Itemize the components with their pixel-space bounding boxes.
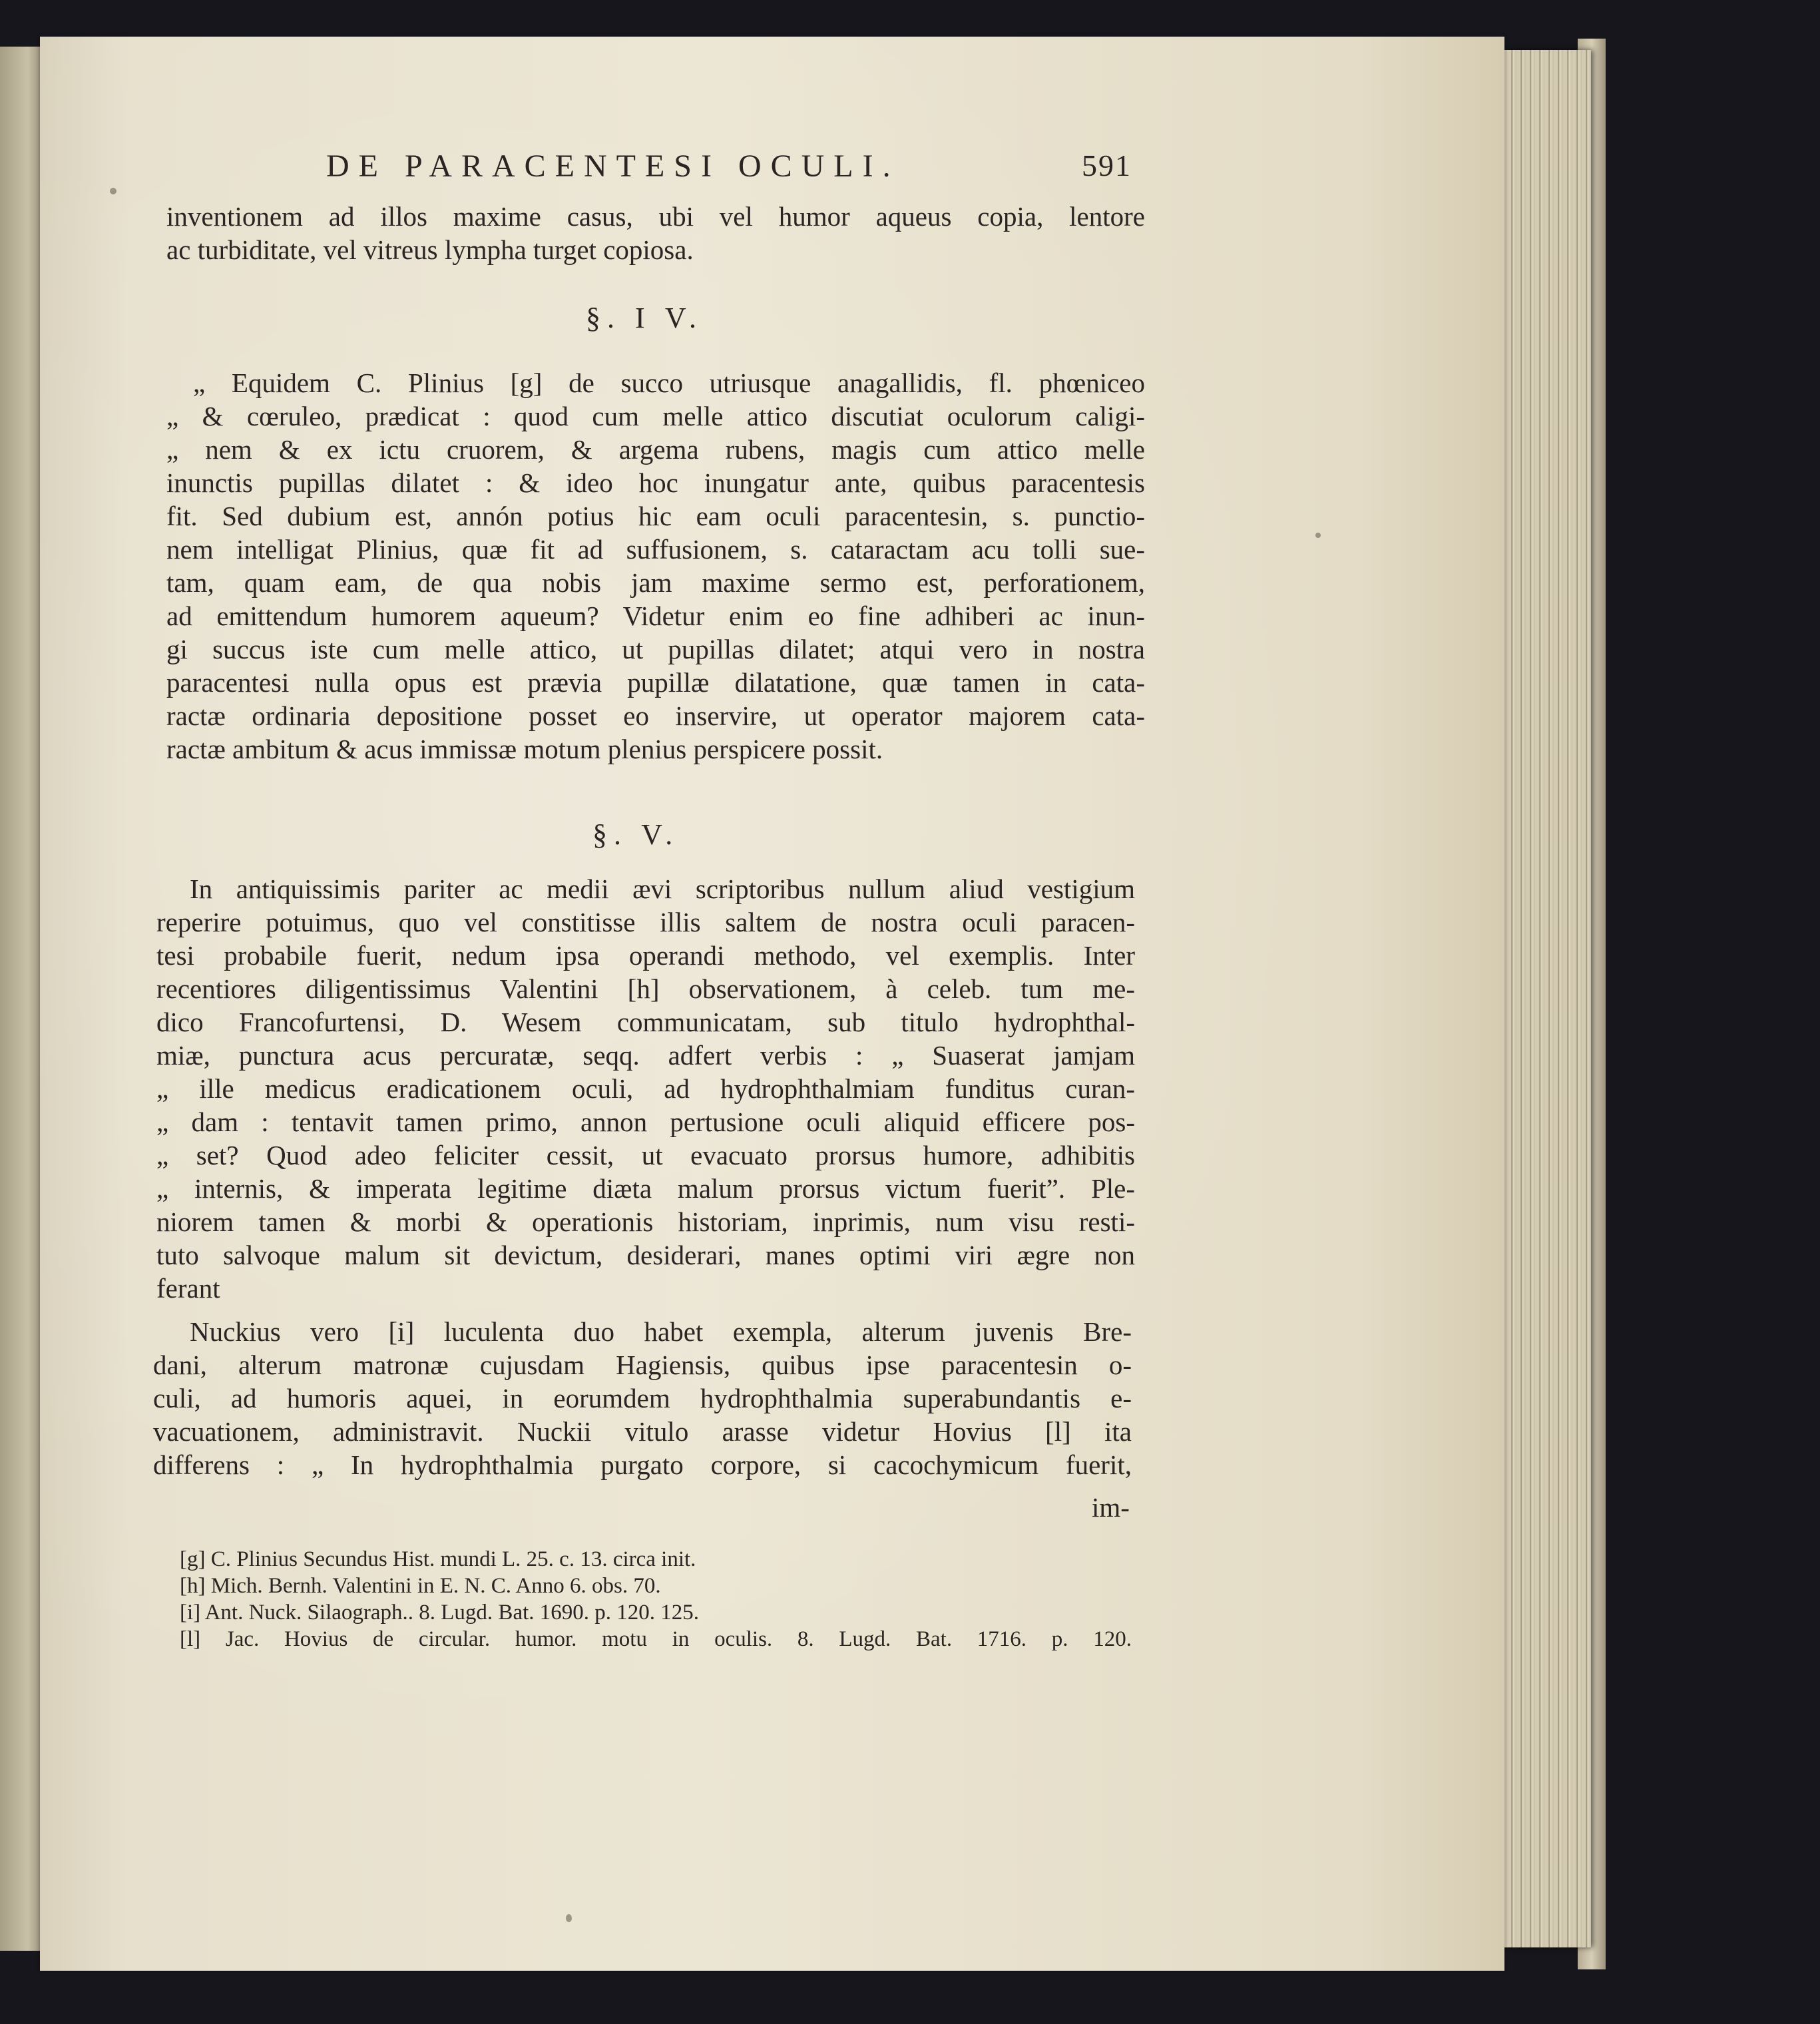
text-line: fit. Sed dubium est, annón potius hic eam oculi paracentesin, s. punctio- <box>166 501 1145 531</box>
text-line: recentiores diligentissimus Valentini [h] observationem, à celeb. tum me- <box>156 973 1135 1004</box>
continuation-text <box>166 200 1145 266</box>
running-header <box>326 148 1132 184</box>
paper-speck <box>1315 533 1321 538</box>
text-line: tuto salvoque malum sit devictum, desiderari, manes optimi viri ægre non <box>156 1240 1135 1270</box>
footnote: [i] Ant. Nuck. Silaograph.. 8. Lugd. Bat. 1690. p. 120. 125. <box>180 1601 700 1625</box>
text-line: In antiquissimis pariter ac medii ævi scriptoribus nullum aliud vestigium <box>190 874 1135 904</box>
running-head: DE PARACENTESI OCULI. <box>326 148 900 184</box>
section-heading-v: §. V. <box>592 818 680 851</box>
text-line: „ Equidem C. Plinius [g] de succo utriusque anagallidis, fl. phœniceo <box>193 368 1145 398</box>
page-stack <box>1498 50 1591 1947</box>
footnote: [g] C. Plinius Secundus Hist. mundi L. 25. c. 13. circa init. <box>180 1547 696 1571</box>
paragraph-nuckius <box>153 1315 1132 1481</box>
text-line: „ internis, & imperata legitime diæta malum prorsus victum fuerit”. Ple- <box>156 1173 1135 1204</box>
text-line: reperire potuimus, quo vel constitisse illis saltem de nostra oculi paracen- <box>156 907 1135 937</box>
section-heading-iv: §. I V. <box>586 302 703 334</box>
text-line: dico Francofurtensi, D. Wesem communicatam, sub titulo hydrophthal- <box>156 1007 1135 1037</box>
footnote: [l] Jac. Hovius de circular. humor. motu in oculis. 8. Lugd. Bat. 1716. p. 120. <box>180 1627 1132 1651</box>
text-line: tam, quam eam, de qua nobis jam maxime sermo est, perforationem, <box>166 567 1145 598</box>
text-line: „ nem & ex ictu cruorem, & argema rubens, magis cum attico melle <box>166 434 1145 465</box>
text-line: ferant <box>156 1273 220 1304</box>
text-line: inventionem ad illos maxime casus, ubi vel humor aqueus copia, lentore <box>166 201 1145 232</box>
text-line: miæ, punctura acus percuratæ, seqq. adfert verbis : „ Suaserat jamjam <box>156 1040 1135 1071</box>
text-line: „ dam : tentavit tamen primo, annon pertusione oculi aliquid efficere pos- <box>156 1107 1135 1137</box>
text-line: Nuckius vero [i] luculenta duo habet exempla, alterum juvenis Bre- <box>190 1316 1132 1347</box>
catchword: im- <box>1092 1492 1130 1523</box>
footnote: [h] Mich. Bernh. Valentini in E. N. C. Anno 6. obs. 70. <box>180 1574 661 1598</box>
paragraph-antiquissimis <box>156 872 1135 1305</box>
text-line: culi, ad humoris aquei, in eorumdem hydrophthalmia superabundantis e- <box>153 1383 1132 1413</box>
text-line: niorem tamen & morbi & operationis historiam, inprimis, num visu resti- <box>156 1206 1135 1237</box>
paragraph-plinius <box>166 366 1145 766</box>
text-line: differens : „ In hydrophthalmia purgato corpore, si cacochymicum fuerit, <box>153 1449 1132 1480</box>
text-line: tesi probabile fuerit, nedum ipsa operandi methodo, vel exemplis. Inter <box>156 940 1135 971</box>
text-line: „ ille medicus eradicationem oculi, ad hydrophthalmiam funditus curan- <box>156 1073 1135 1104</box>
page-number: 591 <box>1082 148 1132 182</box>
text-line: ac turbiditate, vel vitreus lympha turget copiosa. <box>166 234 694 265</box>
text-line: „ set? Quod adeo feliciter cessit, ut evacuato prorsus humore, adhibitis <box>156 1140 1135 1170</box>
text-line: gi succus iste cum melle attico, ut pupillas dilatet; atqui vero in nostra <box>166 634 1145 664</box>
text-line: ad emittendum humorem aqueum? Videtur enim eo fine adhiberi ac inun- <box>166 601 1145 631</box>
text-line: paracentesi nulla opus est prævia pupillæ dilatatione, quæ tamen in cata- <box>166 667 1145 698</box>
text-line: vacuationem, administravit. Nuckii vitulo arasse videtur Hovius [l] ita <box>153 1416 1132 1447</box>
text-line: ractæ ambitum & acus immissæ motum plenius perspicere possit. <box>166 734 883 764</box>
paper-speck <box>110 188 116 194</box>
text-line: dani, alterum matronæ cujusdam Hagiensis, quibus ipse paracentesin o- <box>153 1350 1132 1380</box>
footnotes <box>180 1546 1132 1652</box>
text-line: „ & cœruleo, prædicat : quod cum melle attico discutiat oculorum caligi- <box>166 401 1145 431</box>
text-line: nem intelligat Plinius, quæ fit ad suffusionem, s. cataractam acu tolli sue- <box>166 534 1145 565</box>
text-line: inunctis pupillas dilatet : & ideo hoc inungatur ante, quibus paracentesis <box>166 467 1145 498</box>
text-line: ractæ ordinaria depositione posset eo inservire, ut operator majorem cata- <box>166 700 1145 731</box>
paper-speck <box>566 1914 572 1922</box>
